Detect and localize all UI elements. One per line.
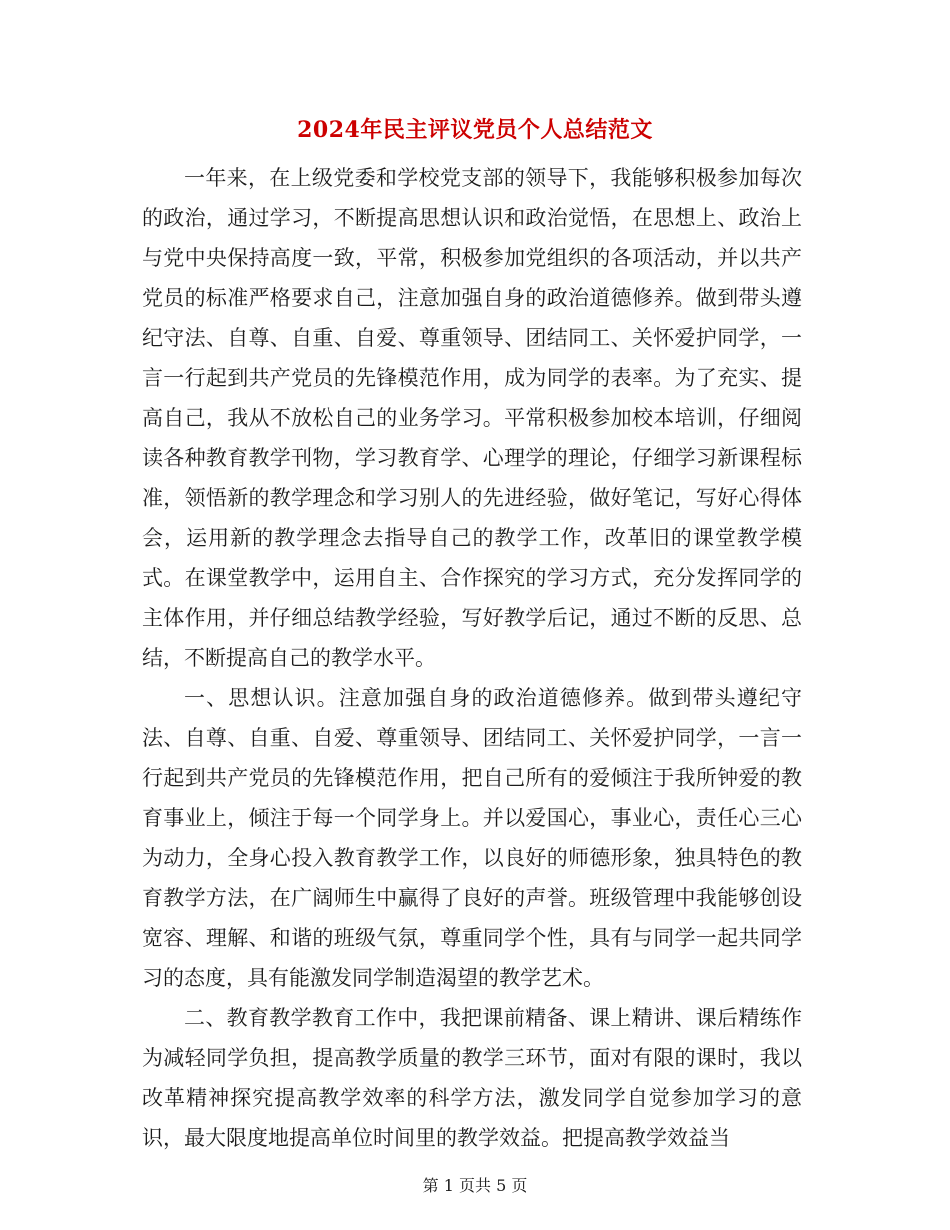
paragraph-section-1: 一、思想认识。注意加强自身的政治道德修养。做到带头遵纪守法、自尊、自重、自爱、尊重领导、团结同工、关怀爱护同学，一言一行起到共产党员的先锋模范作用，把自己所有的爱倾注于我所钟爱的教育事业上，倾注于每一个同学身上。并以爱国心，事业心，责任心三心为动力，全身心投入教育教学工作，以良好的师德形象，独具特色的教育教学方法，在广阔师生中赢得了良好的声誉。班级管理中我能够创设宽容、理解、和谐的班级气氛，尊重同学个性，具有与同学一起共同学习的态度，具有能激发同学制造渴望的教学艺术。 bbox=[142, 686, 802, 990]
paragraph-intro: 一年来，在上级党委和学校党支部的领导下，我能够积极参加每次的政治，通过学习，不断提高思想认识和政治觉悟，在思想上、政治上与党中央保持高度一致，平常，积极参加党组织的各项活动，并以共产党员的标准严格要求自己，注意加强自身的政治道德修养。做到带头遵纪守法、自尊、自重、自爱、尊重领导、团结同工、关怀爱护同学，一言一行起到共产党员的先锋模范作用，成为同学的表率。为了充实、提高自己，我从不放松自己的业务学习。平常积极参加校本培训，仔细阅读各种教育教学刊物，学习教育学、心理学的理论，仔细学习新课程标准，领悟新的教学理念和学习别人的先进经验，做好笔记，写好心得体会，运用新的教学理念去指导自己的教学工作，改革旧的课堂教学模式。在课堂教学中，运用自主、合作探究的学习方式，充分发挥同学的主体作用，并仔细总结教学经验，写好教学后记，通过不断的反思、总结，不断提高自己的教学水平。 bbox=[142, 166, 802, 670]
document-body bbox=[142, 158, 802, 1158]
document-title: 2024年民主评议党员个人总结范文 bbox=[297, 117, 653, 143]
page-footer: 第 1 页共 5 页 bbox=[422, 1176, 528, 1195]
paragraph-section-2: 二、教育教学教育工作中，我把课前精备、课上精讲、课后精练作为减轻同学负担，提高教学质量的教学三环节，面对有限的课时，我以改革精神探究提高教学效率的科学方法，激发同学自觉参加学习的意识，最大限度地提高单位时间里的教学效益。把提高教学效益当 bbox=[142, 1006, 802, 1150]
